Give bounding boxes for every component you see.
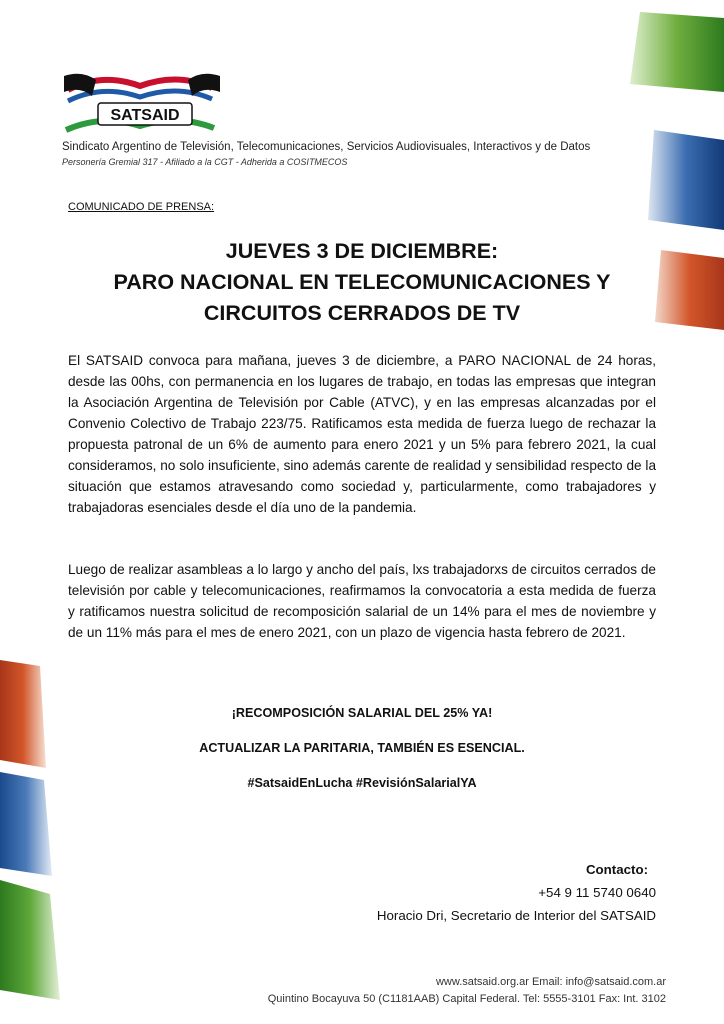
organization-affiliation: Personería Gremial 317 - Afiliado a la CGT - Adherida a COSITMECOS xyxy=(62,157,348,167)
satsaid-logo xyxy=(62,70,222,140)
hashtags: #SatsaidEnLucha #RevisiónSalarialYA xyxy=(247,776,477,790)
contact-phone: +54 9 11 5740 0640 xyxy=(538,885,656,900)
contact-person: Horacio Dri, Secretario de Interior del SATSAID xyxy=(376,908,656,923)
contact-title: Contacto: xyxy=(585,862,648,877)
slogan-paritaria: ACTUALIZAR LA PARITARIA, TAMBIÉN ES ESENCIAL. xyxy=(199,741,525,755)
organization-name: Sindicato Argentino de Televisión, Telecomunicaciones, Servicios Audiovisuales, Interactivos y de Datos xyxy=(62,141,591,153)
footer-address: Quintino Bocayuva 50 (C1181AAB) Capital Federal. Tel: 5555-3101 Fax: Int. 3102 xyxy=(267,993,666,1005)
headline-line-2: PARO NACIONAL EN TELECOMUNICACIONES Y xyxy=(113,270,611,294)
orange-swatch-right xyxy=(655,250,724,330)
body-paragraph-2: Luego de realizar asambleas a lo largo y ancho del país, lxs trabajadorxs de circuitos cerrados de televisión por cable y telecomunicaciones, reafirmamos la convocatoria a esta medida de fuerza y ratificamos nuestra solicitud de recomposición salarial de un 14% para el mes de noviembre y de un 11% más para el mes de enero 2021, con un plazo de vigencia hasta febrero de 2021. xyxy=(68,562,656,640)
press-release-label: COMUNICADO DE PRENSA: xyxy=(68,201,215,213)
green-swatch-left xyxy=(0,880,60,1000)
body-paragraph-1: El SATSAID convoca para mañana, jueves 3 de diciembre, a PARO NACIONAL de 24 horas, desde las 00hs, con permanencia en los lugares de trabajo, en todas las empresas que integran la Asociación Argentina de Televisión por Cable (ATVC), y en las empresas alcanzadas por el Convenio Colectivo de Trabajo 223/75. Ratificamos esta medida de fuerza luego de rechazar la propuesta patronal de un 6% de aumento para enero 2021 y un 5% para febrero 2021, la cual consideramos, no solo insuficiente, sino además carente de realidad y sensibilidad respecto de la situación que estamos atravesando como sociedad y, particularmente, como trabajadores y trabajadoras esenciales desde el día uno de la pandemia. xyxy=(68,353,656,515)
blue-swatch-left xyxy=(0,772,52,876)
green-swatch-top-right xyxy=(630,12,724,92)
orange-swatch-left xyxy=(0,660,46,768)
slogan-salary: ¡RECOMPOSICIÓN SALARIAL DEL 25% YA! xyxy=(231,706,493,720)
headline-line-3: CIRCUITOS CERRADOS DE TV xyxy=(203,301,521,325)
contact-block xyxy=(377,858,656,927)
headline xyxy=(60,236,664,329)
headline-line-1: JUEVES 3 DE DICIEMBRE: xyxy=(225,239,499,263)
logo-text: SATSAID xyxy=(110,107,180,124)
footer-web-email: www.satsaid.org.ar Email: info@satsaid.com.ar xyxy=(435,976,666,988)
footer xyxy=(268,974,666,1008)
